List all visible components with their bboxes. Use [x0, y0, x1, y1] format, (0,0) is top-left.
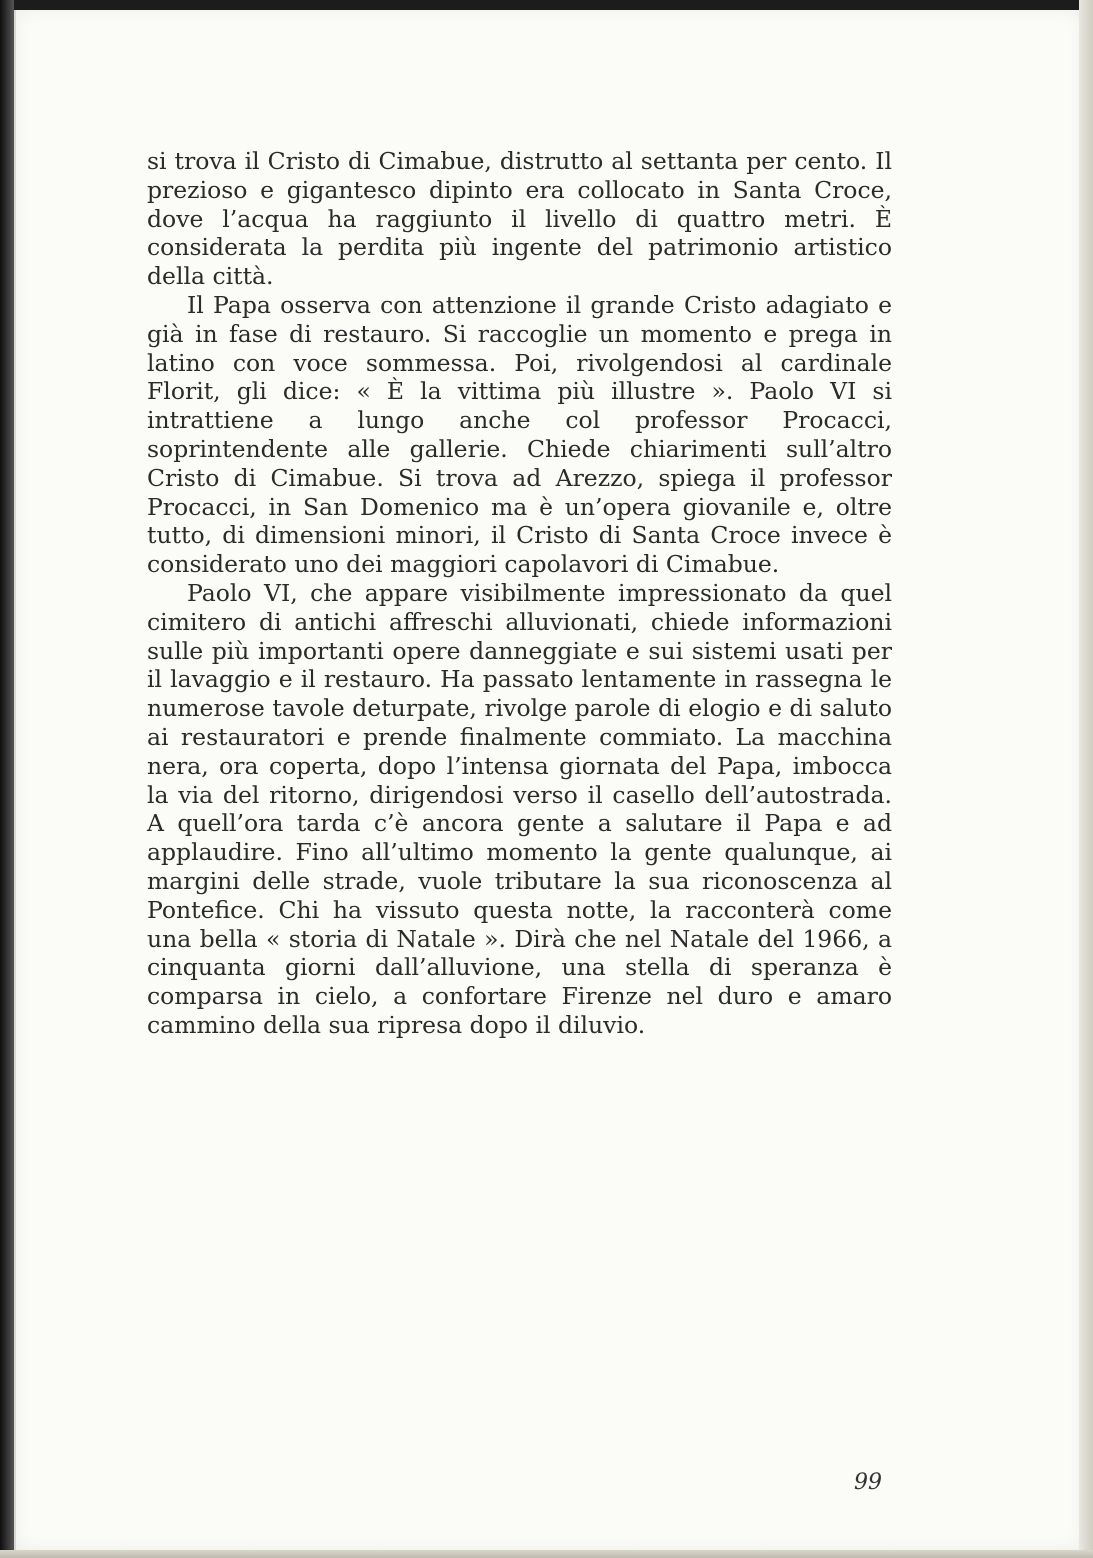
- body-text: [147, 147, 892, 1040]
- page-right-edge: [1079, 0, 1093, 1558]
- paragraph-2: Il Papa osserva con attenzione il grande Cristo adagiato e già in fase di restauro. Si raccoglie un momento e prega in latino con voce sommessa. Poi, rivolgendosi al cardinale Florit, gli dice: « È la vittima più illustre ». Paolo VI si intrattiene a lungo anche col professor Procacci, soprintendente alle gallerie. Chiede chiarimenti sull’altro Cristo di Cimabue. Si trova ad Arezzo, spiega il professor Procacci, in San Domenico ma è un’opera giovanile e, oltre tutto, di dimensioni minori, il Cristo di Santa Croce invece è considerato uno dei maggiori capolavori di Cimabue.: [147, 290, 892, 579]
- book-spine-edge: [0, 0, 14, 1558]
- page-number: 99: [854, 1470, 882, 1495]
- paragraph-3: Paolo VI, che appare visibilmente impressionato da quel cimitero di antichi affreschi alluvionati, chiede informazioni sulle più importanti opere danneggiate e sui sistemi usati per il lavaggio e il restauro. Ha passato lentamente in rassegna le numerose tavole deturpate, rivolge parole di elogio e di saluto ai restauratori e prende finalmente commiato. La macchina nera, ora coperta, dopo l’intensa giornata del Papa, imbocca la via del ritorno, dirigendosi verso il casello dell’autostrada. A quell’ora tarda c’è ancora gente a salutare il Papa e ad applaudire. Fino all’ultimo momento la gente qualunque, ai margini delle strade, vuole tributare la sua riconoscenza al Pontefice. Chi ha vissuto questa notte, la racconterà come una bella « storia di Natale ». Dirà che nel Natale del 1966, a cinquanta giorni dall’alluvione, una stella di speranza è comparsa in cielo, a confortare Firenze nel duro e amaro cammino della sua ripresa dopo il diluvio.: [147, 578, 892, 1039]
- paragraph-1: si trova il Cristo di Cimabue, distrutto al settanta per cento. Il prezioso e gigantesco dipinto era collocato in Santa Croce, dove l’acqua ha raggiunto il livello di quattro metri. È considerata la perdita più ingente del patrimonio artistico della città.: [147, 147, 892, 291]
- page-bottom-edge: [0, 1550, 1093, 1558]
